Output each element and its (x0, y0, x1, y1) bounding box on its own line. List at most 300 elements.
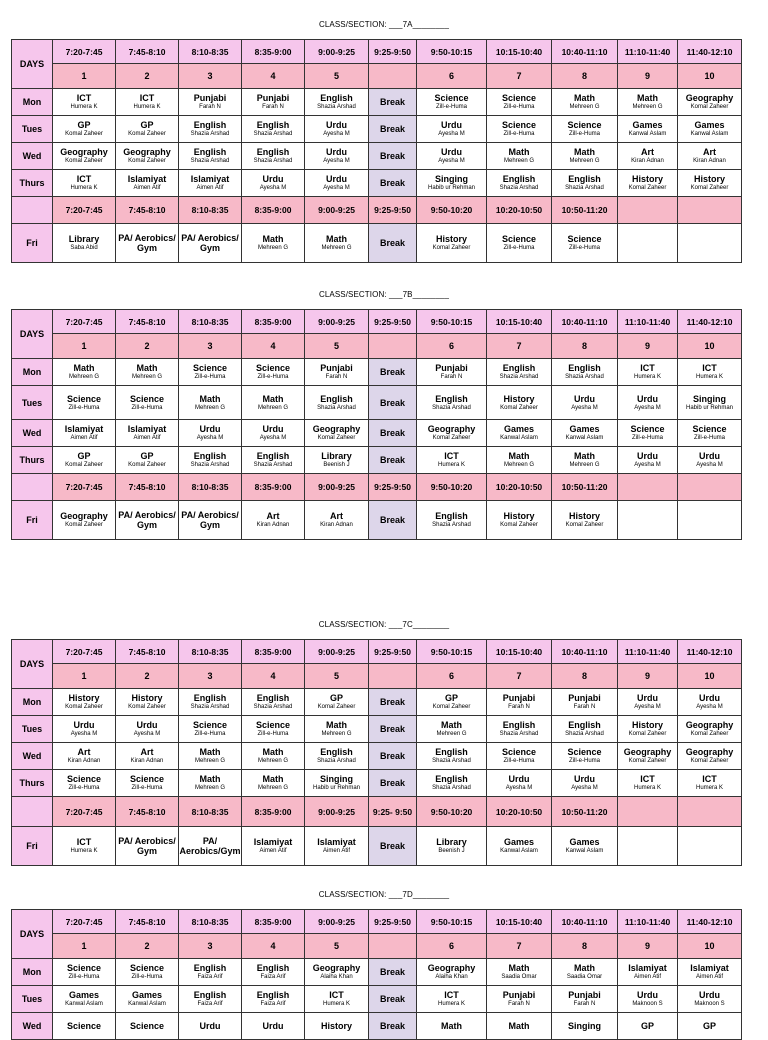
friday-time-slot: 10:20-10:50 (487, 197, 552, 224)
teacher-name: Mehreen G (257, 245, 288, 251)
timetable-cell (552, 447, 618, 474)
timetable-cell (618, 143, 678, 170)
timetable-cell (678, 170, 742, 197)
subject-name: Math (441, 1021, 462, 1031)
timetable-cell (305, 386, 369, 420)
break-cell: Break (369, 447, 417, 474)
teacher-name: Shazia Arshad (317, 404, 356, 411)
teacher-name: Mehreen G (632, 104, 663, 110)
period-number: 9 (618, 934, 678, 959)
timetable-cell (116, 827, 179, 866)
subject-name: Games (632, 120, 663, 130)
day-label: Mon (12, 959, 53, 986)
timetable-cell (53, 827, 116, 866)
time-slot-header: 9:00-9:25 (305, 910, 369, 934)
subject-name: English (256, 120, 290, 130)
break-cell: Break (369, 770, 417, 797)
teacher-name: Ayesha M (696, 462, 723, 468)
timetable-cell (53, 359, 116, 386)
teacher-name: Komal Zaheer (65, 522, 103, 528)
subject-name: Islamiyat (690, 963, 729, 973)
friday-time-slot: 7:20-7:45 (53, 797, 116, 827)
subject-name: History (435, 234, 467, 244)
day-label: Tues (12, 386, 53, 420)
teacher-name: Zill-e-Huma (131, 404, 163, 411)
timetable-cell (678, 359, 742, 386)
timetable-cell (487, 716, 552, 743)
teacher-name: Mehreen G (194, 758, 225, 764)
subject-name: Science (255, 720, 291, 730)
period-number: 9 (618, 664, 678, 689)
teacher-name: Faiza Arif (260, 1001, 286, 1007)
subject-name: Math (441, 720, 462, 730)
timetable (11, 639, 742, 866)
teacher-name: Zill-e-Huma (503, 104, 535, 110)
time-slot-header: 9:25-9:50 (369, 40, 417, 64)
day-label: Wed (12, 1013, 53, 1040)
time-slot-header: 11:10-11:40 (618, 910, 678, 934)
timetable-cell (242, 143, 305, 170)
timetable-cell (179, 743, 242, 770)
subject-name: GP (640, 1021, 654, 1031)
timetable-cell (242, 447, 305, 474)
teacher-name: Humera K (695, 374, 723, 380)
timetable-cell (487, 959, 552, 986)
period-number: 6 (417, 934, 487, 959)
timetable-cell (305, 959, 369, 986)
period-row (12, 934, 742, 959)
period-number: 1 (53, 334, 116, 359)
timetable-cell (53, 501, 116, 540)
period-number: 3 (179, 934, 242, 959)
subject-name: English (502, 720, 536, 730)
timetable-cell (116, 689, 179, 716)
friday-row (12, 224, 742, 263)
timetable-cell (116, 1013, 179, 1040)
subject-name: History (68, 693, 100, 703)
break-cell: Break (369, 1013, 417, 1040)
timetable (11, 309, 742, 540)
timetable-cell (618, 386, 678, 420)
timetable-cell (618, 959, 678, 986)
teacher-name: Habib ur Rehman (685, 404, 734, 411)
timetable-cell (678, 689, 742, 716)
friday-time-spacer (12, 797, 53, 827)
teacher-name: Komal Zaheer (690, 185, 729, 191)
subject-name: GP (140, 451, 154, 461)
time-slot-header: 9:00-9:25 (305, 310, 369, 334)
teacher-name: Komal Zaheer (128, 131, 166, 137)
period-number: 7 (487, 334, 552, 359)
teacher-name: Humera K (695, 785, 723, 791)
subject-name: Math (637, 93, 658, 103)
timetable-cell (179, 359, 242, 386)
subject-name: Games (569, 424, 600, 434)
subject-name: Singing (320, 774, 353, 784)
timetable-cell (116, 386, 179, 420)
teacher-name: Ayesha M (323, 158, 350, 164)
timetable-cell (678, 959, 742, 986)
period-number: 4 (242, 64, 305, 89)
friday-time-slot: 7:45-8:10 (116, 797, 179, 827)
period-number: 2 (116, 334, 179, 359)
time-slot-header: 8:35-9:00 (242, 310, 305, 334)
timetable-cell (116, 116, 179, 143)
period-number: 5 (305, 664, 369, 689)
teacher-name: Alaiha Khan (320, 974, 353, 980)
subject-name: Math (574, 963, 595, 973)
timetable-cell (487, 89, 552, 116)
teacher-name: Shazia Arshad (432, 404, 471, 411)
teacher-name: Komal Zaheer (128, 158, 166, 164)
timetable-cell (53, 770, 116, 797)
timetable-cell (242, 89, 305, 116)
friday-time-slot: 10:20-10:50 (487, 797, 552, 827)
period-number: 4 (242, 934, 305, 959)
timetable-cell (305, 689, 369, 716)
period-number: 7 (487, 64, 552, 89)
timetable-cell (53, 89, 116, 116)
subject-name: Urdu (441, 147, 462, 157)
subject-name: Geography (60, 511, 108, 521)
day-row (12, 116, 742, 143)
subject-name: Urdu (699, 693, 720, 703)
day-label: Tues (12, 716, 53, 743)
timetable-cell (487, 420, 552, 447)
time-slot-header: 10:15-10:40 (487, 40, 552, 64)
teacher-name: Kiran Adnan (67, 758, 101, 764)
timetable-cell (116, 501, 179, 540)
break-cell: Break (369, 716, 417, 743)
time-slot-header: 7:20-7:45 (53, 310, 116, 334)
teacher-name: Komal Zaheer (317, 704, 356, 710)
header-row (12, 310, 742, 334)
subject-name: Math (262, 774, 284, 784)
period-row (12, 664, 742, 689)
timetable-cell (305, 770, 369, 797)
subject-name: Art (703, 147, 716, 157)
blank-cell (678, 501, 742, 540)
timetable-cell (179, 116, 242, 143)
subject-name: English (193, 963, 227, 973)
teacher-name: Aimen Atif (133, 435, 161, 441)
period-number (369, 334, 417, 359)
teacher-name: Farah N (262, 104, 284, 110)
section-title: CLASS/SECTION: ___7B________ (319, 290, 449, 299)
time-slot-header: 10:40-11:10 (552, 310, 618, 334)
subject-name: Math (262, 234, 284, 244)
day-label: Mon (12, 89, 53, 116)
subject-name: Science (192, 363, 228, 373)
timetable-cell (618, 743, 678, 770)
subject-name: Islamiyat (253, 837, 293, 847)
teacher-name: Kiran Adnan (130, 758, 164, 764)
timetable-cell (53, 689, 116, 716)
subject-name: Science (692, 424, 727, 434)
subject-name: Library (68, 234, 100, 244)
teacher-name: Ayesha M (571, 785, 598, 791)
subject-name: English (320, 393, 353, 404)
subject-name: Science (66, 963, 102, 973)
teacher-name: Ayesha M (133, 731, 161, 737)
subject-name: Urdu (637, 990, 658, 1000)
time-slot-header: 8:35-9:00 (242, 910, 305, 934)
timetable-cell (53, 420, 116, 447)
subject-name: Punjabi (568, 693, 601, 703)
period-number: 1 (53, 64, 116, 89)
subject-name: English (193, 990, 227, 1000)
timetable-cell (305, 359, 369, 386)
timetable-cell (552, 224, 618, 263)
friday-time-slot: 8:35-9:00 (242, 474, 305, 501)
teacher-name: Shazia Arshad (190, 158, 230, 164)
teacher-name: Humera K (70, 104, 98, 110)
timetable-cell (618, 689, 678, 716)
teacher-name: Kiran Adnan (631, 158, 664, 164)
subject-name: PA/ Aerobics/ Gym (118, 836, 176, 856)
timetable-cell (417, 420, 487, 447)
friday-time-slot: 9:25- 9:50 (369, 797, 417, 827)
timetable-cell (552, 116, 618, 143)
day-row (12, 716, 742, 743)
time-slot-header: 8:10-8:35 (179, 310, 242, 334)
subject-name: Urdu (199, 424, 221, 434)
timetable-cell (618, 170, 678, 197)
teacher-name: Aimen Atif (196, 185, 224, 191)
timetable-cell (53, 143, 116, 170)
teacher-name: Zill-e-Huma (68, 785, 100, 791)
subject-name: Math (262, 747, 284, 757)
timetable-cell (179, 827, 242, 866)
teacher-name: Shazia Arshad (317, 104, 356, 110)
subject-name: English (256, 451, 290, 461)
teacher-name: Mehreen G (503, 158, 534, 164)
break-cell: Break (369, 689, 417, 716)
period-number: 4 (242, 334, 305, 359)
time-slot-header: 8:10-8:35 (179, 640, 242, 664)
subject-name: ICT (702, 363, 717, 373)
subject-name: PA/ Aerobics/ Gym (118, 510, 176, 530)
timetable-cell (552, 986, 618, 1013)
timetable-cell (487, 116, 552, 143)
timetable-cell (242, 959, 305, 986)
friday-row (12, 501, 742, 540)
time-slot-header: 10:15-10:40 (487, 310, 552, 334)
teacher-name: Komal Zaheer (628, 185, 667, 191)
subject-name: Library (436, 837, 467, 847)
teacher-name: Komal Zaheer (65, 462, 103, 468)
period-row (12, 334, 742, 359)
teacher-name: Mehreen G (131, 374, 162, 380)
break-cell: Break (369, 116, 417, 143)
days-header: DAYS (12, 910, 53, 959)
time-slot-header: 9:50-10:15 (417, 40, 487, 64)
subject-name: Urdu (441, 120, 462, 130)
timetable-cell (487, 501, 552, 540)
timetable-cell (179, 501, 242, 540)
subject-name: English (256, 147, 290, 157)
subject-name: History (503, 393, 535, 404)
period-number: 10 (678, 664, 742, 689)
break-cell: Break (369, 420, 417, 447)
timetable-cell (678, 716, 742, 743)
subject-name: Islamiyat (317, 837, 356, 847)
teacher-name: Ayesha M (571, 404, 598, 411)
timetable-cell (116, 89, 179, 116)
teacher-name: Faiza Arif (197, 1001, 223, 1007)
period-number: 6 (417, 334, 487, 359)
teacher-name: Zill-e-Huma (503, 245, 535, 251)
teacher-name: Kanwal Aslam (65, 1001, 103, 1007)
period-number: 10 (678, 334, 742, 359)
empty-cell (618, 797, 678, 827)
teacher-name: Maknoon S (694, 1001, 725, 1007)
subject-name: Geography (427, 424, 476, 434)
timetable-cell (417, 359, 487, 386)
timetable-cell (242, 986, 305, 1013)
empty-cell (678, 197, 742, 224)
timetable-cell (305, 170, 369, 197)
day-row (12, 420, 742, 447)
teacher-name: Shazia Arshad (190, 704, 230, 710)
period-number: 7 (487, 664, 552, 689)
subject-name: Science (630, 424, 665, 434)
timetable-cell (242, 386, 305, 420)
teacher-name: Aimen Atif (322, 848, 350, 854)
timetable-cell (552, 827, 618, 866)
timetable-cell (242, 743, 305, 770)
subject-name: PA/ Aerobics/Gym (179, 836, 241, 856)
period-number: 1 (53, 664, 116, 689)
teacher-name: Komal Zaheer (628, 758, 667, 764)
period-number: 10 (678, 934, 742, 959)
day-label: Thurs (12, 770, 53, 797)
subject-name: Urdu (699, 990, 720, 1000)
subject-name: Science (66, 1021, 102, 1031)
timetable-cell (417, 116, 487, 143)
teacher-name: Komal Zaheer (65, 704, 103, 710)
timetable-cell (242, 420, 305, 447)
timetable-cell (678, 386, 742, 420)
subject-name: Math (199, 393, 221, 404)
teacher-name: Shazia Arshad (190, 462, 230, 468)
teacher-name: Shazia Arshad (253, 462, 293, 468)
timetable-cell (53, 386, 116, 420)
friday-time-row (12, 797, 742, 827)
friday-time-slot: 9:25-9:50 (369, 474, 417, 501)
timetable-cell (305, 986, 369, 1013)
subject-name: Math (574, 93, 595, 103)
subject-name: GP (77, 451, 91, 461)
timetable-cell (242, 1013, 305, 1040)
subject-name: Science (434, 93, 469, 103)
break-cell: Break (369, 959, 417, 986)
timetable-cell (116, 224, 179, 263)
subject-name: English (320, 747, 353, 757)
subject-name: Punjabi (193, 93, 227, 103)
subject-name: Urdu (637, 451, 658, 461)
timetable-cell (116, 959, 179, 986)
subject-name: ICT (640, 363, 655, 373)
timetable-cell (305, 716, 369, 743)
subject-name: Islamiyat (127, 174, 167, 184)
teacher-name: Farah N (325, 374, 348, 380)
subject-name: Urdu (262, 424, 284, 434)
timetable-cell (305, 827, 369, 866)
time-slot-header: 10:40-11:10 (552, 40, 618, 64)
timetable-cell (487, 827, 552, 866)
break-cell: Break (369, 143, 417, 170)
empty-cell (618, 474, 678, 501)
timetable-cell (179, 689, 242, 716)
teacher-name: Shazia Arshad (499, 185, 539, 191)
timetable-cell (417, 170, 487, 197)
teacher-name: Farah N (440, 374, 463, 380)
subject-name: Urdu (574, 774, 595, 784)
time-slot-header: 9:25-9:50 (369, 640, 417, 664)
teacher-name: Komal Zaheer (128, 462, 166, 468)
timetable-cell (179, 770, 242, 797)
subject-name: Science (567, 747, 602, 757)
blank-cell (618, 827, 678, 866)
subject-name: PA/ Aerobics/ Gym (118, 233, 176, 253)
subject-name: PA/ Aerobics/ Gym (181, 233, 239, 253)
teacher-name: Mehreen G (194, 785, 225, 791)
period-number (369, 664, 417, 689)
timetable-cell (487, 359, 552, 386)
friday-time-slot: 10:50-11:20 (552, 474, 618, 501)
teacher-name: Komal Zaheer (690, 731, 729, 737)
timetable-cell (179, 716, 242, 743)
teacher-name: Farah N (508, 704, 530, 710)
subject-name: English (435, 393, 468, 404)
subject-name: Library (321, 451, 352, 461)
timetable-cell (242, 501, 305, 540)
subject-name: Geography (312, 963, 361, 973)
subject-name: Games (131, 990, 163, 1000)
timetable-cell (179, 170, 242, 197)
time-slot-header: 9:25-9:50 (369, 910, 417, 934)
subject-name: English (435, 511, 468, 521)
timetable-cell (552, 501, 618, 540)
subject-name: Islamiyat (190, 174, 230, 184)
teacher-name: Zill-e-Huma (257, 731, 289, 737)
period-number: 8 (552, 334, 618, 359)
period-number: 9 (618, 334, 678, 359)
day-row (12, 959, 742, 986)
time-slot-header: 7:45-8:10 (116, 640, 179, 664)
teacher-name: Komal Zaheer (432, 245, 471, 251)
friday-time-slot: 10:20-10:50 (487, 474, 552, 501)
teacher-name: Mehreen G (194, 404, 225, 411)
subject-name: Science (501, 93, 537, 103)
friday-time-slot: 10:50-11:20 (552, 797, 618, 827)
teacher-name: Shazia Arshad (253, 704, 293, 710)
friday-time-slot: 7:45-8:10 (116, 197, 179, 224)
timetable-cell (242, 170, 305, 197)
timetable-cell (53, 716, 116, 743)
subject-name: Geography (623, 747, 672, 757)
subject-name: Geography (312, 424, 361, 434)
subject-name: Islamiyat (64, 424, 104, 434)
period-number: 3 (179, 664, 242, 689)
section-title: CLASS/SECTION: ___7C________ (318, 620, 450, 629)
day-row (12, 986, 742, 1013)
teacher-name: Shazia Arshad (190, 131, 230, 137)
time-slot-header: 8:35-9:00 (242, 40, 305, 64)
timetable-cell (487, 170, 552, 197)
subject-name: Science (255, 363, 291, 373)
